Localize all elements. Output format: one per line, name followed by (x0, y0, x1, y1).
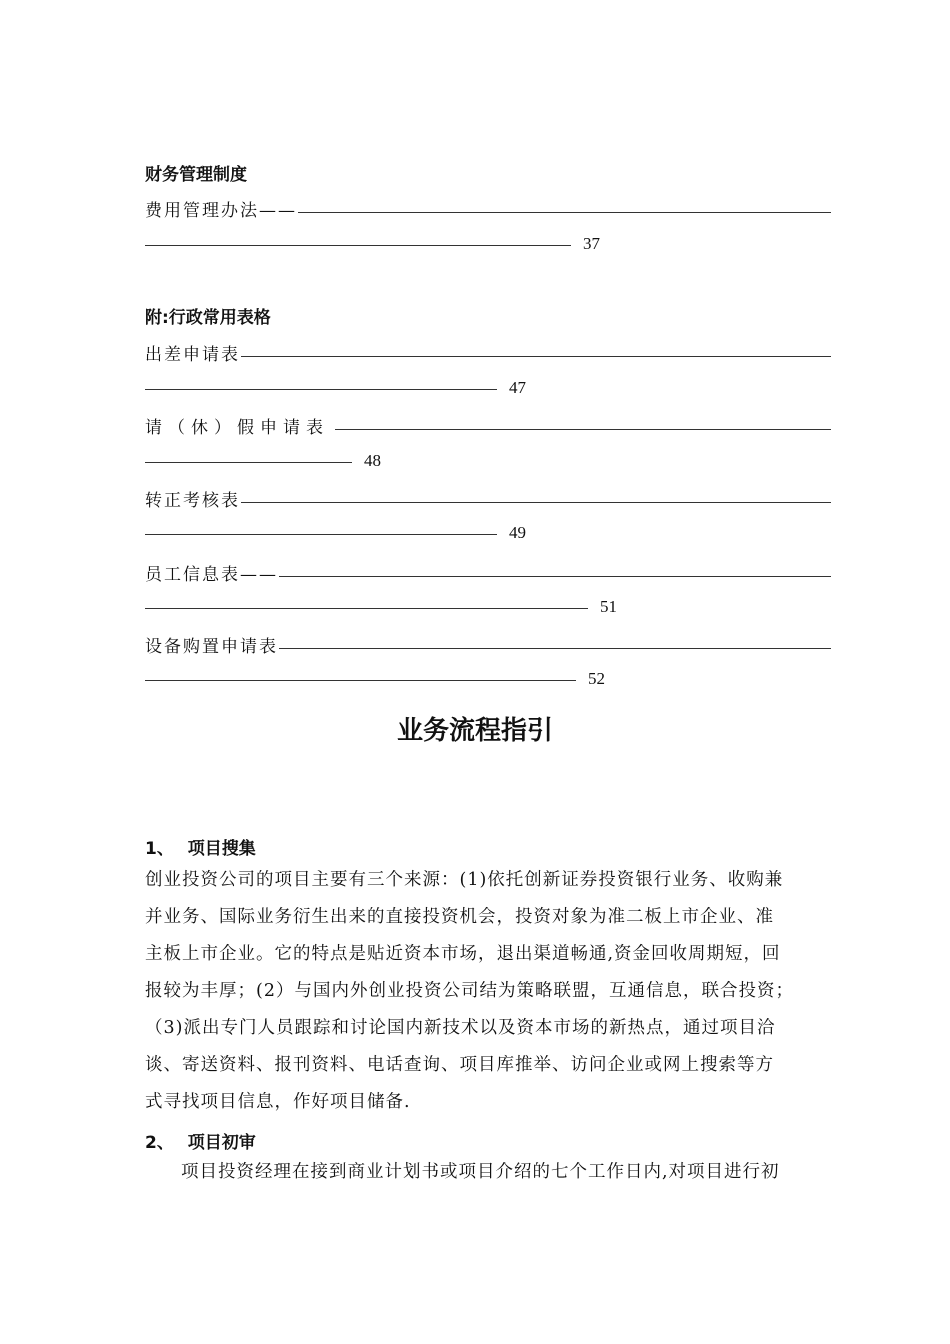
toc-entry-page: 47 (509, 378, 526, 397)
toc-entry-continuation[interactable] (145, 451, 950, 471)
toc-leader (279, 647, 831, 649)
toc-entry-page: 52 (588, 669, 605, 688)
section-body (145, 862, 950, 1121)
paragraph-line: 项目投资经理在接到商业计划书或项目介绍的七个工作日内,对项目进行初 (181, 1162, 780, 1182)
toc-leader (241, 501, 831, 503)
toc-entry-continuation[interactable] (145, 597, 950, 617)
toc-entry-label: 设备购置申请表 (145, 637, 278, 657)
toc-entry-continuation[interactable] (145, 234, 950, 254)
toc-entry[interactable] (145, 413, 831, 438)
toc-leader (145, 607, 588, 609)
paragraph-line: 创业投资公司的项目主要有三个来源：(1)依托创新证券投资银行业务、收购兼 (145, 870, 784, 890)
toc-leader (145, 244, 571, 246)
paragraph-line: 报较为丰厚；(2）与国内外创业投资公司结为策略联盟，互通信息，联合投资； (145, 981, 794, 1001)
paragraph-line: （3)派出专门人员跟踪和讨论国内新技术以及资本市场的新热点，通过项目洽 (145, 1018, 776, 1038)
section-body (181, 1154, 950, 1191)
toc-entry[interactable] (145, 340, 831, 365)
toc-entry[interactable] (145, 196, 831, 221)
toc-entry-label: 员工信息表—— (145, 565, 278, 585)
toc-finance-heading: 财务管理制度 (145, 165, 247, 185)
toc-leader (145, 461, 352, 463)
toc-leader (279, 575, 831, 577)
paragraph-line: 谈、寄送资料、报刊资料、电话查询、项目库推举、访问企业或网上搜索等方 (145, 1055, 774, 1075)
toc-entry-page: 51 (600, 597, 617, 616)
toc-entry-continuation[interactable] (145, 669, 950, 689)
toc-entry-label: 请（休）假申请表 (145, 418, 329, 438)
toc-leader (298, 211, 831, 213)
toc-appendix-heading: 附:行政常用表格 (145, 308, 271, 328)
section-heading: 2、 项目初审 (145, 1133, 256, 1153)
toc-entry-page: 37 (583, 234, 600, 253)
toc-entry-label: 转正考核表 (145, 491, 240, 511)
toc-entry-continuation[interactable] (145, 378, 950, 398)
toc-entry-page: 49 (509, 523, 526, 542)
toc-leader (145, 388, 497, 390)
toc-entry-continuation[interactable] (145, 523, 950, 543)
toc-entry-label: 费用管理办法—— (145, 201, 297, 221)
toc-entry[interactable] (145, 486, 831, 511)
toc-leader (145, 679, 576, 681)
paragraph-line: 并业务、国际业务衍生出来的直接投资机会，投资对象为准二板上市企业、准 (145, 907, 774, 927)
toc-entry[interactable] (145, 560, 831, 585)
main-title: 业务流程指引 (396, 716, 553, 746)
toc-entry-label: 出差申请表 (145, 345, 240, 365)
paragraph-line: 式寻找项目信息，作好项目储备. (145, 1092, 411, 1112)
toc-entry-page: 48 (364, 451, 381, 470)
toc-leader (145, 533, 497, 535)
toc-leader (241, 355, 831, 357)
toc-leader (335, 428, 831, 430)
paragraph-line: 主板上市企业。它的特点是贴近资本市场，退出渠道畅通,资金回收周期短，回 (145, 944, 781, 964)
toc-entry[interactable] (145, 632, 831, 657)
section-heading: 1、 项目搜集 (145, 839, 256, 859)
